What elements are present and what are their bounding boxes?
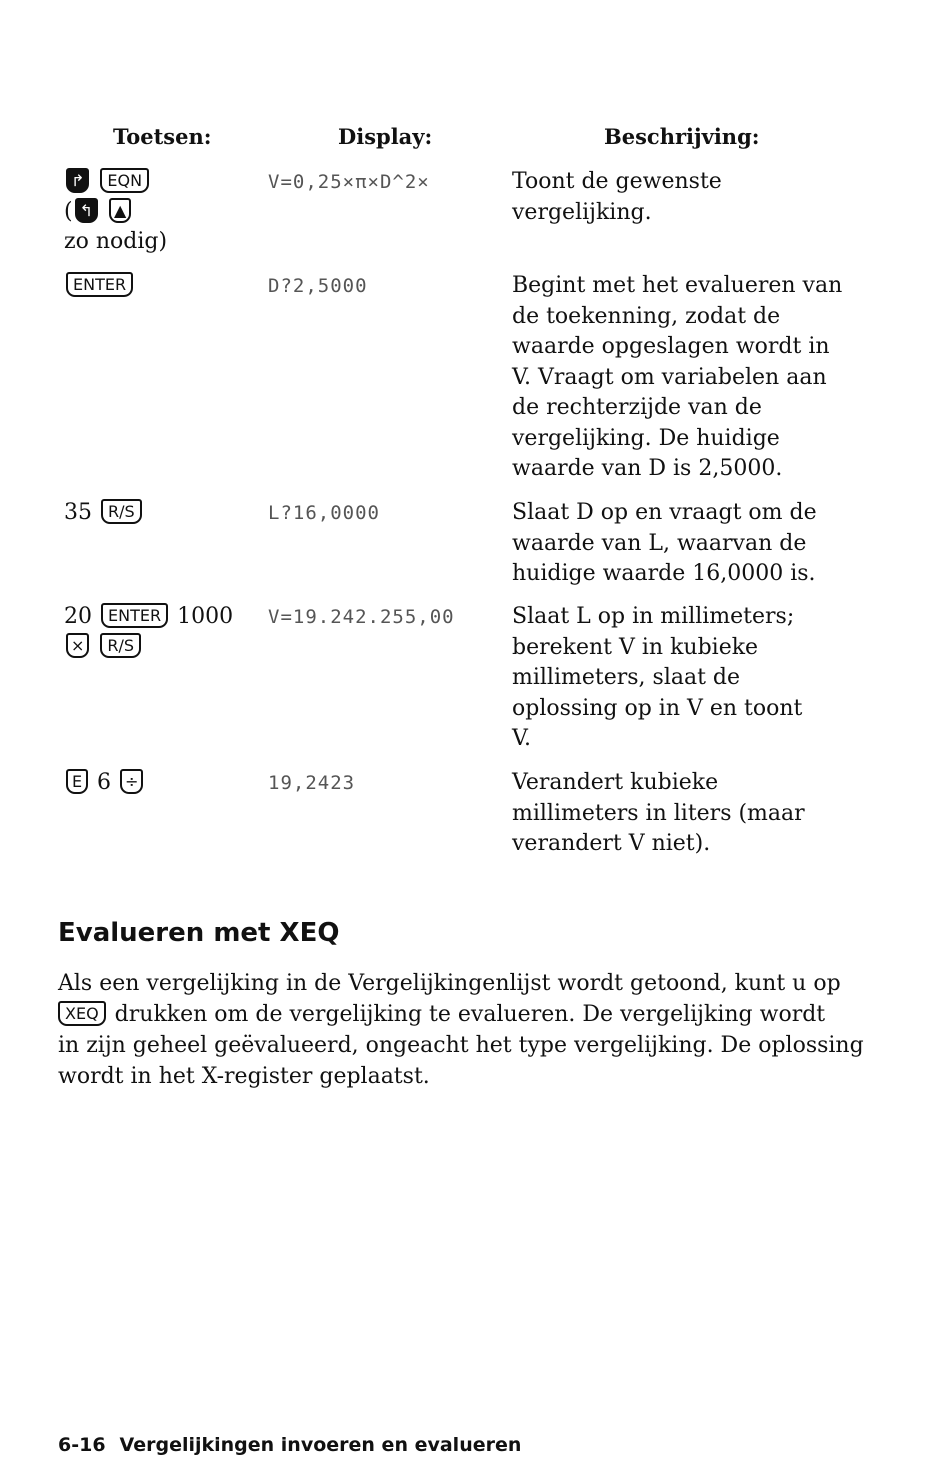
- key-prefix-number: 35: [64, 500, 92, 525]
- run-stop-key: R/S: [100, 633, 141, 658]
- desc-line: berekent V in kubieke: [512, 634, 759, 660]
- desc-line: Toont de gewenste: [512, 169, 722, 194]
- display-value: L?16,0000: [268, 502, 380, 524]
- header-display: Display:: [338, 124, 433, 149]
- para-line: wordt in het X-register geplaatst.: [58, 1064, 430, 1089]
- description: [512, 167, 862, 228]
- desc-line: Slaat D op en vraagt om de: [512, 500, 817, 525]
- desc-line: Verandert kubieke: [512, 770, 719, 795]
- up-arrow-key-icon: ▲: [109, 198, 131, 223]
- key-prefix-number: 20: [64, 604, 92, 629]
- keys-note: zo nodig): [64, 229, 168, 254]
- desc-line: de toekenning, zodat de: [512, 303, 781, 329]
- desc-line: waarde opgeslagen wordt in: [512, 334, 830, 359]
- eqn-key: EQN: [100, 168, 149, 193]
- key-digit: 6: [97, 770, 111, 795]
- page-footer: [58, 1434, 521, 1456]
- open-paren: (: [64, 199, 73, 224]
- para-line: Als een vergelijking in de Vergelijkingenlijst wordt getoond, kunt u op: [58, 971, 841, 996]
- keys-cell: [64, 768, 264, 798]
- display-value: D?2,5000: [268, 275, 368, 297]
- desc-line: waarde van D is 2,5000.: [512, 456, 783, 481]
- e-key: E: [66, 769, 88, 794]
- page-number: 6-16: [58, 1434, 106, 1456]
- desc-line: vergelijking. De huidige: [512, 425, 780, 451]
- desc-line: V.: [512, 726, 532, 751]
- keys-cell: [64, 167, 264, 257]
- chapter-title: Vergelijkingen invoeren en evalueren: [119, 1434, 522, 1456]
- desc-line: Slaat L op in millimeters;: [512, 604, 795, 629]
- desc-line: millimeters, slaat de: [512, 665, 741, 690]
- keys-cell: [64, 498, 264, 528]
- display-value: V=19.242.255,00: [268, 606, 455, 628]
- desc-line: de rechterzijde van de: [512, 395, 762, 420]
- desc-line: verandert V niet).: [512, 831, 711, 856]
- desc-line: vergelijking.: [512, 199, 652, 225]
- para-line: in zijn geheel geëvalueerd, ongeacht het type vergelijking. De oplossing: [58, 1033, 864, 1058]
- display-value: V=0,25×π×D^2×: [268, 171, 430, 193]
- multiply-key-icon: ×: [66, 633, 89, 658]
- para-line: drukken om de vergelijking te evalueren. De vergelijking wordt: [114, 1002, 826, 1027]
- enter-key: ENTER: [101, 603, 168, 628]
- header-keys: Toetsen:: [113, 124, 212, 149]
- desc-line: oplossing op in V en toont: [512, 695, 803, 721]
- description: [512, 768, 862, 860]
- keys-cell: [64, 271, 264, 301]
- section-paragraph: [58, 968, 864, 1092]
- desc-line: Begint met het evalueren van: [512, 273, 843, 298]
- run-stop-key: R/S: [101, 499, 142, 524]
- divide-key-icon: ÷: [120, 769, 143, 794]
- description: [512, 498, 862, 590]
- key-suffix-number: 1000: [177, 604, 234, 629]
- enter-key: ENTER: [66, 272, 133, 297]
- desc-line: waarde van L, waarvan de: [512, 530, 807, 556]
- description: [512, 271, 862, 485]
- xeq-key: XEQ: [58, 1001, 106, 1026]
- desc-line: huidige waarde 16,0000 is.: [512, 561, 816, 586]
- right-shift-key-icon: ↱: [66, 168, 89, 193]
- header-description: Beschrijving:: [604, 124, 760, 149]
- section-title: Evalueren met XEQ: [58, 918, 340, 948]
- description: [512, 602, 862, 755]
- left-shift-key-icon: ↰: [75, 198, 98, 223]
- display-value: 19,2423: [268, 772, 356, 794]
- keys-cell: [64, 602, 264, 662]
- desc-line: millimeters in liters (maar: [512, 800, 805, 826]
- desc-line: V. Vraagt om variabelen aan: [512, 364, 827, 390]
